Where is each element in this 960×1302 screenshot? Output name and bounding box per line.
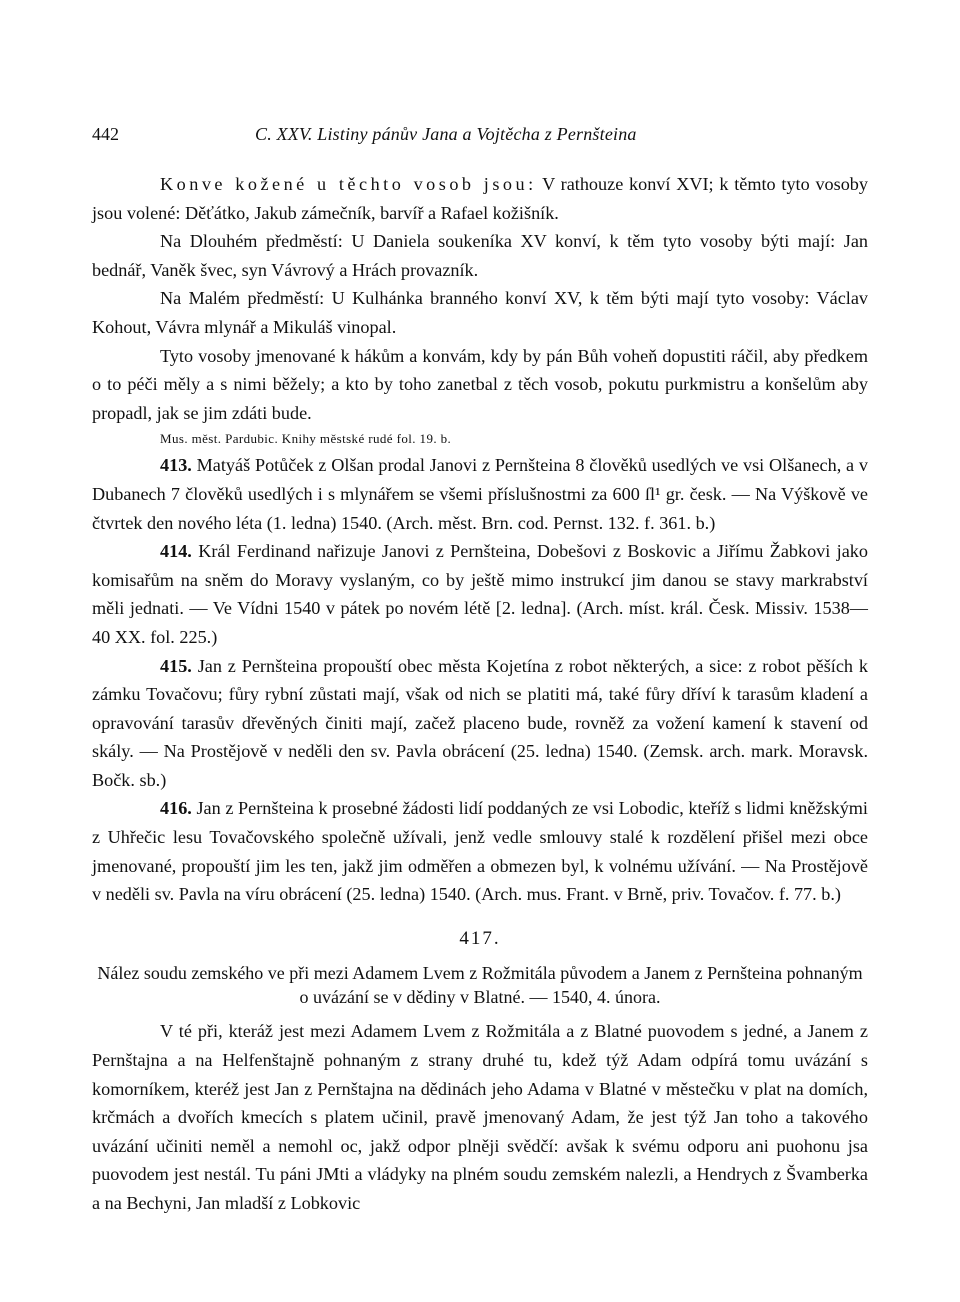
paragraph-fire-duties: Tyto vosoby jmenované k hákům a konvám, kdy by pán Bůh voheň dopustiti ráčil, aby předkem o to péči měly a s nimi běžely; a kto by toho zanetbal z těch vosob, pokutu purkmistru a konšelům aby propadl, jak se jim zdáti bude.	[92, 345, 868, 423]
document-title: Nález soudu zemského ve při mezi Adamem Lvem z Rožmitála původem a Janem z Pernšteina pohnaným o uvázání se v dědiny v Blatné. — 1540, 4. února.	[97, 963, 863, 1008]
source-note: Mus. měst. Pardubic. Knihy městské rudé fol. 19. b.	[160, 431, 452, 447]
page-number: 442	[92, 124, 119, 144]
entry-number: 416.	[160, 798, 192, 819]
entry-text: Jan z Pernšteina k prosebné žádosti lidí poddaných ze vsi Lobodic, kteříž s lidmi kněžskými z Uhřečic lesu Tovačovského společně užívali, jenž vedle smlouvy stalé k rozdělení přišel mezi obce jmenované, propouští jim les ten, jakž jim odměřen a obmezen byl, k volnému užívání. — Na Prostějově v neděli sv. Pavla na víru obrácení (25. ledna) 1540. (Arch. mus. Frant. v Brně, priv. Tovačov. f. 77. b.)	[92, 798, 868, 905]
entry-415	[92, 652, 868, 795]
document-text: V té při, kteráž jest mezi Adamem Lvem z Rožmitála a z Blatné puovodem s jedné, a Janem z Pernštajna a na Helfenštajně pohnaným z strany druhé tu, kdež týž Adam odpírá tomu uvázání s komorníkem, kteréž jest Jan z Pernštajna na dědinách jeho Adama v Blatné v městečku v plat na domích, krčmách a dvořích kmecích s platem učinil, pravě jmenovaný Adam, že jest týž Jan toho a takového uvázání učiniti neměl a nemohl oc, jakž odpor plněji svědčí: avšak k svému odporu ani puohonu jsa puovodem jest nestál. Tu páni JMti a vládyky na plném soudu zemském nalezli, a Hendrych z Švamberka a na Bechyni, Jan mladší z Lobkovic	[92, 1021, 868, 1213]
entry-text: Král Ferdinand nařizuje Janovi z Pernšteina, Dobešovi z Boskovic a Jiřímu Žabkovi jako komisařům na sněm do Moravy vyslaným, co by ještě mimo instrukcí jim danou se stavy markrabství měli jednati. — Ve Vídni 1540 v pátek po novém létě [2. ledna]. (Arch. míst. král. Česk. Missiv. 1538—40 XX. fol. 225.)	[92, 541, 868, 647]
paragraph-male-predmesti: Na Malém předměstí: U Kulhánka branného konví XV, k těm býti mají tyto vosoby: Václav Kohout, Vávra mlynář a Mikuláš vinopal.	[92, 288, 868, 337]
running-title: C. XXV. Listiny pánův Jana a Vojtěcha z Pernšteina	[255, 124, 637, 144]
document-number: 417.	[459, 927, 501, 949]
page-body	[92, 170, 868, 1218]
entry-413	[92, 451, 868, 537]
paragraph-buckets	[92, 170, 868, 227]
paragraph-text: V rathouze konví XVI; k těmto tyto vosoby jsou volené: Děťátko, Jakub zámečník, barvíř a Rafael kožišník.	[92, 174, 868, 223]
entry-number: 414.	[160, 541, 192, 562]
entry-text: Jan z Pernšteina propouští obec města Kojetína z robot některých, a sice: z robot pěších k zámku Tovačovu; fůry rybní zůstati mají, však od nich se platiti má, také fůry dříví k tarasům kladení a opravování tarasův dřevěných činiti mají, začež placeno bude, rovněž za vožení kamení k stavení od skály. — Na Prostějově v neděli den sv. Pavla obrácení (25. ledna) 1540. (Zemsk. arch. mark. Moravsk. Bočk. sb.)	[92, 655, 868, 790]
entry-number: 415.	[160, 655, 192, 676]
running-header	[92, 124, 868, 152]
entry-text: Matyáš Potůček z Olšan prodal Janovi z Pernšteina 8 člověků usedlých ve vsi Olšanech, a v Dubanech 7 člověků usedlých i s mlynářem se všemi příslušnostmi za 600 ſl¹ gr. česk. — Na Výškově ve čtvrtek den nového léta (1. ledna) 1540. (Arch. měst. Brn. cod. Pernst. 132. f. 361. b.)	[92, 455, 868, 533]
entry-number: 413.	[160, 455, 192, 476]
entry-416	[92, 794, 868, 908]
spaced-lead: Konve kožené u těchto vosob jsou:	[160, 174, 537, 194]
entry-414	[92, 537, 868, 651]
paragraph-dlouhe-predmesti: Na Dlouhém předměstí: U Daniela soukeníka XV konví, k těm tyto vosoby býti mají: Jan bednář, Vaněk švec, syn Vávrový a Hrách provazník.	[92, 231, 868, 280]
